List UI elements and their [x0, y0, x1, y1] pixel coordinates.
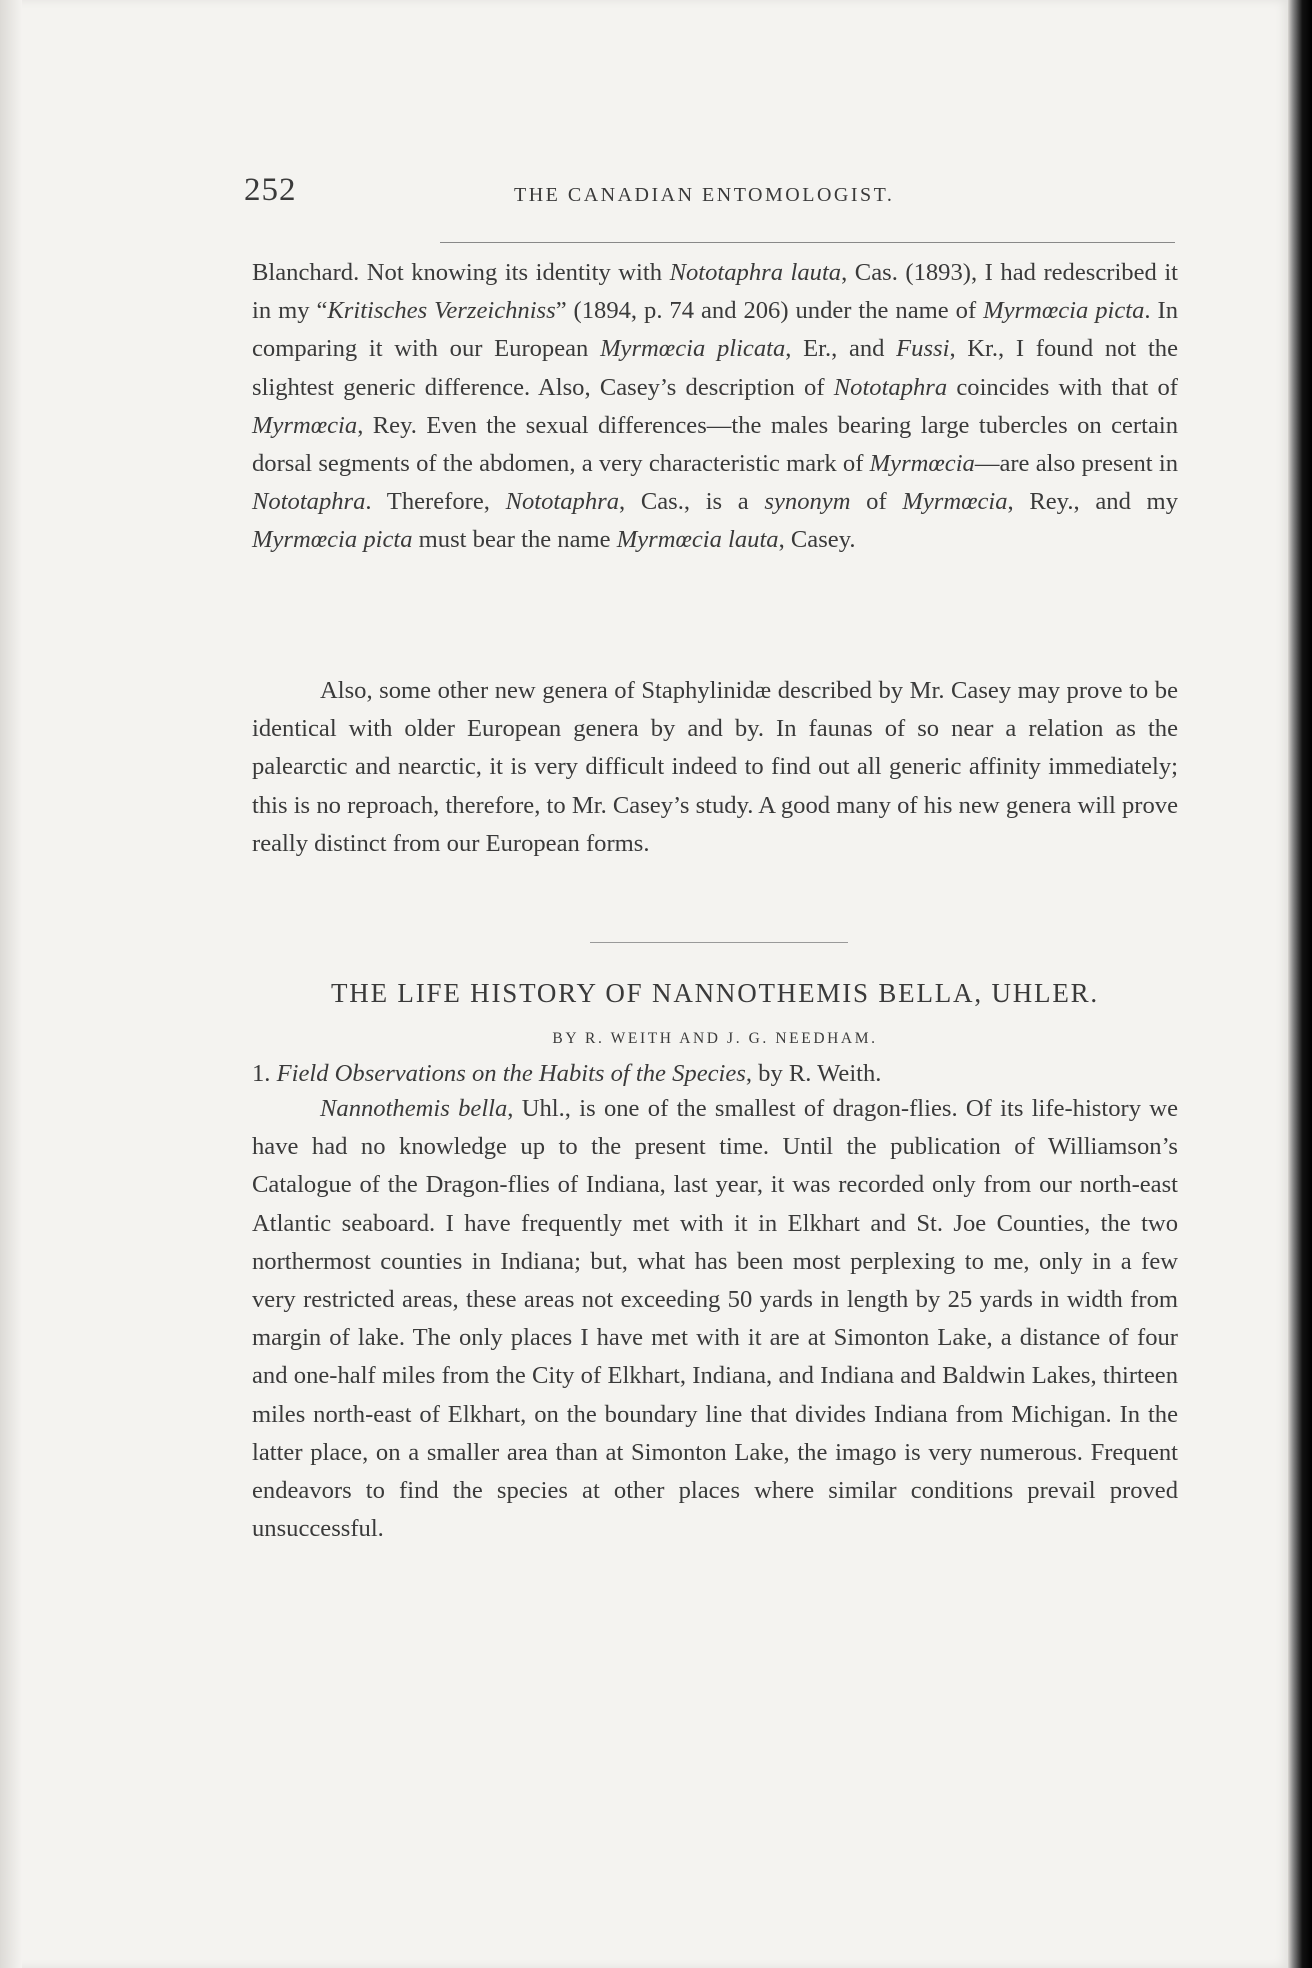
italic-run: Myrmœcia — [252, 411, 358, 439]
text-run: , Casey. — [778, 526, 856, 554]
text-run: coincides with that of — [947, 373, 1178, 401]
text-run: . Therefore, — [365, 488, 506, 516]
page-left-edge — [0, 0, 22, 1968]
section-author: , by R. Weith. — [745, 1060, 882, 1087]
italic-run: Fussi — [896, 335, 950, 363]
italic-run: Myrmœcia — [869, 450, 975, 478]
text-run: . In comparing it with our European — [252, 297, 1179, 363]
page-header — [244, 172, 1174, 212]
italic-run: Kritisches Verzeichniss — [327, 297, 556, 325]
italic-run: Nototaphra — [252, 488, 366, 516]
italic-run: Nototaphra lauta — [669, 259, 842, 286]
section-divider — [590, 942, 848, 943]
text-run: , Cas., is a — [619, 488, 765, 516]
italic-run: Nannothemis bella — [320, 1095, 508, 1122]
section-title: Field Observations on the Habits of the Species — [276, 1060, 746, 1087]
section-number: 1. — [252, 1060, 277, 1087]
italic-run: Myrmœcia plicata — [600, 335, 786, 363]
running-head: THE CANADIAN ENTOMOLOGIST. — [514, 184, 895, 206]
italic-run: Nototaphra — [833, 373, 948, 401]
section-heading — [252, 1060, 1178, 1088]
text-run: , Er., and — [785, 335, 897, 363]
italic-run: Nototaphra — [505, 488, 620, 516]
italic-run: Myrmœcia picta — [983, 297, 1145, 325]
italic-run: synonym — [764, 488, 851, 516]
page-number: 252 — [244, 172, 297, 208]
italic-run: Myrmœcia picta — [252, 526, 413, 554]
text-run: of — [850, 488, 903, 516]
paragraph-blanchard — [252, 254, 1178, 560]
scan-right-edge — [1288, 0, 1312, 1968]
header-rule — [440, 242, 1175, 243]
article-title: THE LIFE HISTORY OF NANNOTHEMIS BELLA, UHLER. — [331, 978, 1099, 1008]
text-run: , Uhl., is one of the smallest of dragon-flies. Of its life-history we have had no knowledge up to the present time. Until the publication of Williamson’s Catalogue of the Dragon-flies of Indiana, last year, it was recorded only from our north-east Atlantic seaboard. I have frequently met with it in Elkhart and St. Joe Counties, the two northermost counties in Indiana; but, what has been most perplexing to me, only in a few very restricted areas, these areas not exceeding 50 yards in length by 25 yards in width from margin of lake. The only places I have met with it are at Simonton Lake, a distance of four and one-half miles from the City of Elkhart, Indiana, and Indiana and Baldwin Lakes, thirteen miles north-east of Elkhart, on the boundary line that divides Indiana from Michigan. In the latter place, on a smaller area than at Simonton Lake, the imago is very numerous. Frequent endeavors to find the species at other places where similar conditions prevail proved unsuccessful. — [252, 1095, 1178, 1543]
text-run: , Cas. (1893), I had redescribed it in my “ — [252, 259, 1179, 325]
text-run: , Kr., I found not the slightest generic difference. Also, Casey’s description of — [252, 335, 1179, 401]
paragraph-staphylinidae: Also, some other new genera of Staphylinidæ described by Mr. Casey may prove to be identical with older European genera by and by. In faunas of so near a relation as the palearctic and nearctic, it is very difficult indeed to find out all generic affinity immediately; this is no reproach, therefore, to Mr. Casey’s study. A good many of his new genera will prove really distinct from our European forms. — [252, 677, 1178, 857]
text-run: —are also present in — [974, 450, 1178, 478]
article-byline: BY R. WEITH AND J. G. NEEDHAM. — [552, 1030, 878, 1047]
italic-run: Myrmœcia lauta — [616, 526, 779, 554]
text-run: , Rey., and my — [1007, 488, 1178, 516]
text-run: ” (1894, p. 74 and 206) under the name of — [555, 297, 984, 325]
text-run: Blanchard. Not knowing its identity with — [252, 259, 670, 286]
italic-run: Myrmœcia — [902, 488, 1008, 516]
paragraph-nannothemis — [252, 1090, 1178, 1548]
text-run: , Rey. Even the sexual differences—the males bearing large tubercles on certain dorsal segments of the abdomen, a very characteristic mark of — [252, 411, 1178, 478]
text-run: must bear the name — [412, 526, 617, 554]
